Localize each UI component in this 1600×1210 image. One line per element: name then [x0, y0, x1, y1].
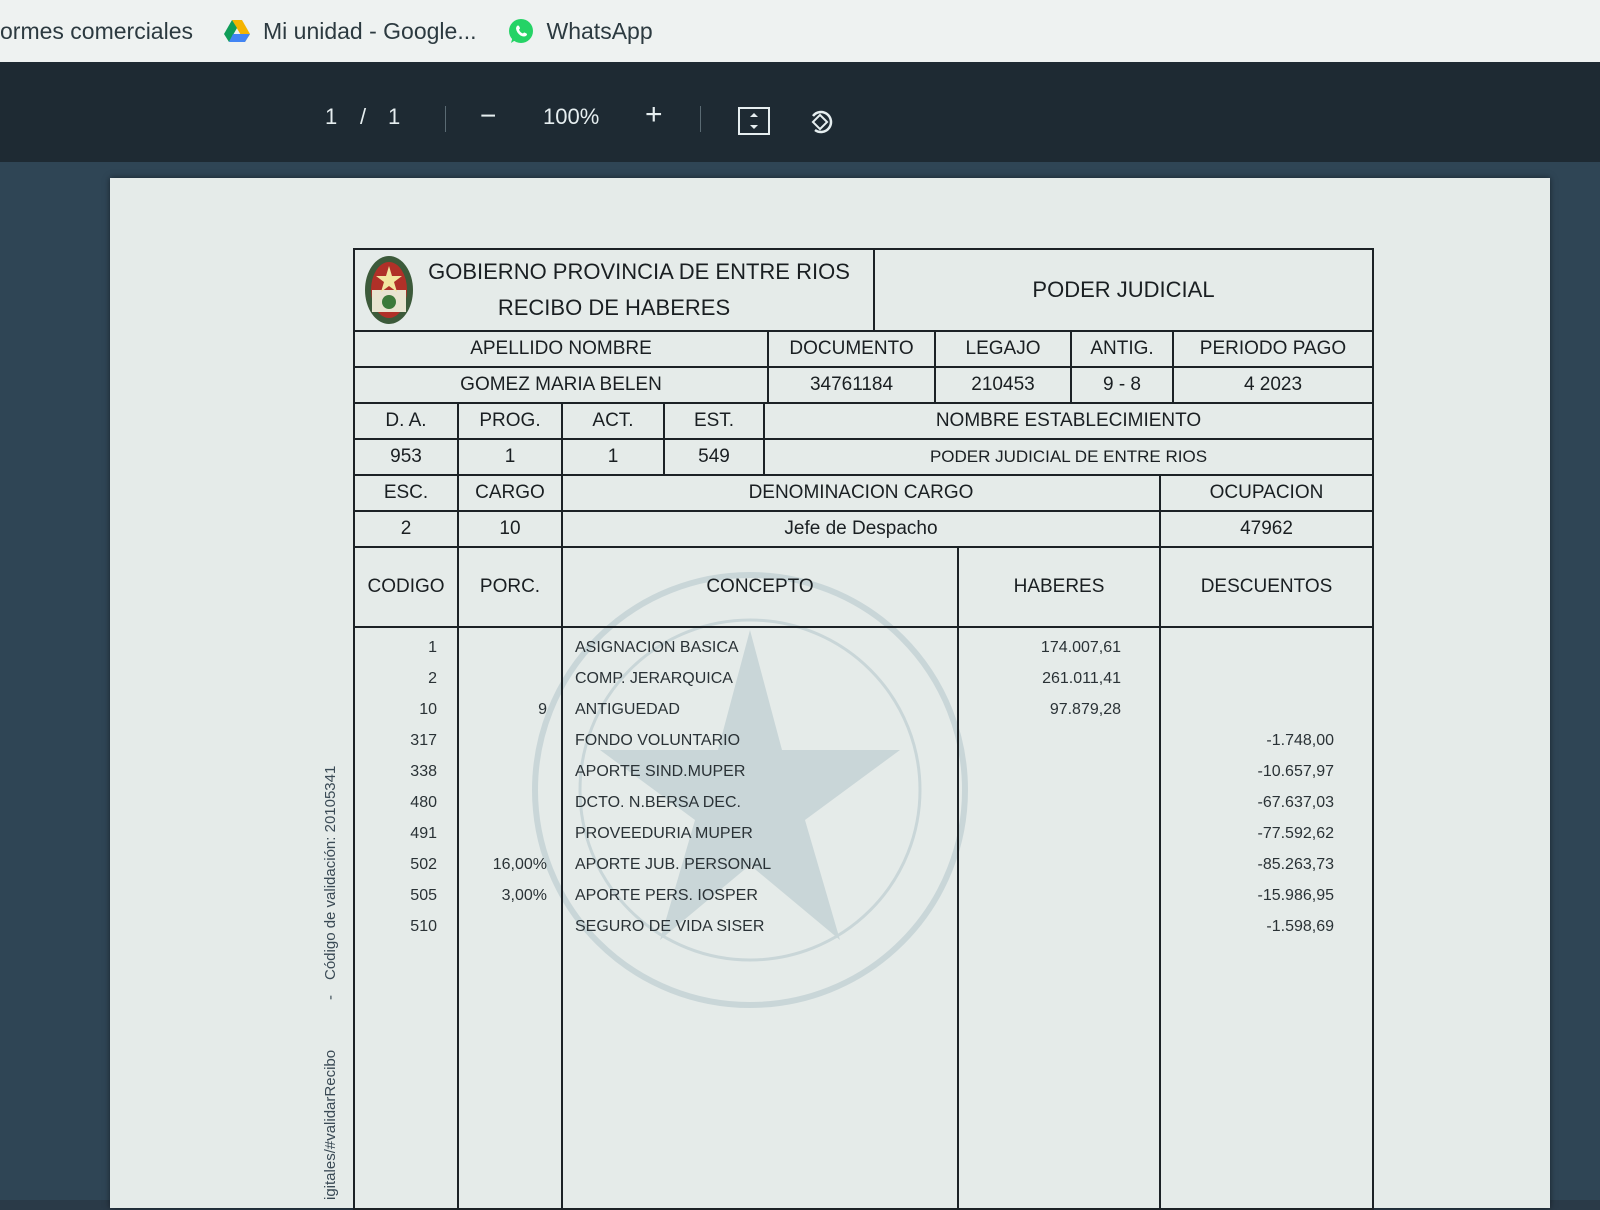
- item-codigo: 2: [428, 669, 437, 687]
- item-concepto: PROVEEDURIA MUPER: [575, 824, 753, 842]
- bookmark-label: Mi unidad - Google...: [263, 17, 477, 44]
- receipt-title-block: [355, 250, 875, 330]
- item-haberes: [959, 756, 1159, 787]
- item-porc: [459, 632, 561, 663]
- position-value-row: [355, 512, 1372, 548]
- employee-legajo: 210453: [936, 368, 1072, 402]
- da-value: 953: [355, 440, 459, 474]
- esc-value: 2: [355, 512, 459, 546]
- item-porc: [459, 818, 561, 849]
- item-porc: 9: [538, 700, 547, 718]
- cargo-value: 10: [459, 512, 563, 546]
- item-concepto: FONDO VOLUNTARIO: [575, 731, 741, 749]
- pay-period: 4 2023: [1243, 374, 1303, 395]
- item-haberes: [959, 818, 1159, 849]
- est-value: 549: [665, 440, 765, 474]
- employee-name: GOMEZ MARIA BELEN: [355, 368, 769, 402]
- item-descuentos: [1161, 632, 1372, 663]
- side-separator: -: [322, 995, 339, 1000]
- receipt-subtitle: RECIBO DE HABERES: [497, 295, 731, 320]
- employee-header-row: [355, 332, 1372, 368]
- employee-document: 34761184: [769, 368, 936, 402]
- item-codigo: 10: [419, 700, 437, 718]
- bookmark-label: WhatsApp: [546, 17, 653, 44]
- col-header-codigo: CODIGO: [355, 548, 459, 626]
- items-table-body: [355, 628, 1372, 1208]
- establishment-name: PODER JUDICIAL DE ENTRE RIOS: [929, 447, 1208, 466]
- item-porc: [459, 911, 561, 942]
- col-header-descuentos: DESCUENTOS: [1200, 576, 1333, 597]
- position-header-row: [355, 476, 1372, 512]
- item-concepto: ASIGNACION BASICA: [575, 638, 739, 656]
- item-descuentos: -67.637,03: [1257, 793, 1334, 811]
- bookmark-whatsapp[interactable]: [507, 17, 653, 45]
- col-header-act: ACT.: [563, 404, 665, 438]
- item-codigo: 491: [410, 824, 437, 842]
- bookmark-informes-comerciales[interactable]: [0, 18, 193, 45]
- validation-url: igitales/#validarRecibo: [322, 1049, 339, 1200]
- page-separator: /: [360, 104, 367, 129]
- establishment-value-row: [355, 440, 1372, 476]
- item-codigo: 502: [410, 855, 437, 873]
- item-porc: 3,00%: [501, 886, 547, 904]
- item-descuentos: -1.748,00: [1266, 731, 1334, 749]
- item-concepto: COMP. JERARQUICA: [575, 669, 733, 687]
- col-header-periodo-pago: PERIODO PAGO: [1199, 338, 1347, 359]
- item-haberes: [959, 725, 1159, 756]
- col-header-documento: DOCUMENTO: [769, 332, 936, 366]
- col-header-esc: ESC.: [355, 476, 459, 510]
- employee-value-row: [355, 368, 1372, 404]
- bookmark-google-drive[interactable]: [223, 17, 477, 45]
- pdf-toolbar: [0, 62, 1600, 162]
- item-concepto: ANTIGUEDAD: [575, 700, 680, 718]
- page-total: 1: [388, 104, 401, 129]
- province-coat-of-arms-icon: [363, 252, 415, 326]
- col-header-nombre-establecimiento: NOMBRE ESTABLECIMIENTO: [935, 410, 1202, 431]
- item-concepto: APORTE PERS. IOSPER: [575, 886, 758, 904]
- item-concepto: SEGURO DE VIDA SISER: [575, 917, 765, 935]
- concepto-column: [563, 628, 959, 1208]
- item-haberes: [959, 911, 1159, 942]
- item-porc: 16,00%: [492, 855, 547, 873]
- col-header-denominacion-cargo: DENOMINACION CARGO: [563, 476, 1161, 510]
- col-header-legajo: LEGAJO: [936, 332, 1072, 366]
- ocupacion-value: 47962: [1240, 518, 1293, 539]
- col-header-cargo: CARGO: [459, 476, 563, 510]
- bookmarks-bar: [0, 0, 1600, 62]
- item-porc: [459, 725, 561, 756]
- receipt-organization: PODER JUDICIAL: [1032, 277, 1215, 302]
- toolbar-divider: [700, 106, 701, 132]
- item-codigo: 505: [410, 886, 437, 904]
- page-current-input[interactable]: 1: [325, 104, 338, 129]
- item-codigo: 338: [410, 762, 437, 780]
- col-header-apellido-nombre: APELLIDO NOMBRE: [355, 332, 769, 366]
- item-descuentos: -85.263,73: [1257, 855, 1334, 873]
- item-haberes: 97.879,28: [1049, 700, 1121, 718]
- haberes-column: [959, 628, 1161, 1208]
- item-porc: [459, 756, 561, 787]
- item-descuentos: -77.592,62: [1257, 824, 1334, 842]
- item-codigo: 317: [410, 731, 437, 749]
- item-descuentos: -1.598,69: [1266, 917, 1334, 935]
- items-header-row: [355, 548, 1372, 628]
- zoom-level-input[interactable]: 100%: [543, 104, 600, 129]
- receipt-title: GOBIERNO PROVINCIA DE ENTRE RIOS: [428, 259, 850, 284]
- act-value: 1: [563, 440, 665, 474]
- item-codigo: 480: [410, 793, 437, 811]
- item-porc: [459, 663, 561, 694]
- bookmark-label: ormes comerciales: [0, 17, 193, 44]
- item-haberes: [959, 880, 1159, 911]
- item-codigo: 1: [428, 638, 437, 656]
- google-drive-icon: [223, 17, 251, 45]
- prog-value: 1: [459, 440, 563, 474]
- item-haberes: [959, 849, 1159, 880]
- item-concepto: APORTE JUB. PERSONAL: [575, 855, 772, 873]
- col-header-da: D. A.: [355, 404, 459, 438]
- col-header-porc: PORC.: [459, 548, 563, 626]
- whatsapp-icon: [507, 17, 535, 45]
- col-header-prog: PROG.: [459, 404, 563, 438]
- fit-page-icon[interactable]: [737, 106, 771, 142]
- rotate-icon[interactable]: [805, 104, 839, 144]
- item-descuentos: -15.986,95: [1257, 886, 1334, 904]
- col-header-antig: ANTIG.: [1072, 332, 1174, 366]
- zoom-out-button[interactable]: −: [480, 100, 497, 131]
- codigo-column: [355, 628, 459, 1208]
- establishment-header-row: [355, 404, 1372, 440]
- descuentos-column: [1161, 628, 1372, 1208]
- porc-column: [459, 628, 563, 1208]
- receipt-header: [355, 250, 1372, 332]
- item-haberes: 174.007,61: [1040, 638, 1121, 656]
- col-header-concepto: CONCEPTO: [563, 548, 959, 626]
- item-haberes: [959, 787, 1159, 818]
- item-codigo: 510: [410, 917, 437, 935]
- employee-antig: 9 - 8: [1072, 368, 1174, 402]
- item-descuentos: -10.657,97: [1257, 762, 1334, 780]
- position-name: Jefe de Despacho: [563, 512, 1161, 546]
- col-header-ocupacion: OCUPACION: [1209, 482, 1324, 503]
- item-descuentos: [1161, 663, 1372, 694]
- salary-receipt: [353, 248, 1374, 1210]
- col-header-haberes: HABERES: [959, 548, 1161, 626]
- item-descuentos: [1161, 694, 1372, 725]
- item-concepto: DCTO. N.BERSA DEC.: [575, 793, 741, 811]
- col-header-est: EST.: [665, 404, 765, 438]
- item-concepto: APORTE SIND.MUPER: [575, 762, 746, 780]
- zoom-in-button[interactable]: +: [645, 98, 663, 131]
- toolbar-divider: [445, 106, 446, 132]
- item-porc: [459, 787, 561, 818]
- item-haberes: 261.011,41: [1042, 669, 1121, 687]
- validation-code: Código de validación: 20105341: [322, 765, 339, 980]
